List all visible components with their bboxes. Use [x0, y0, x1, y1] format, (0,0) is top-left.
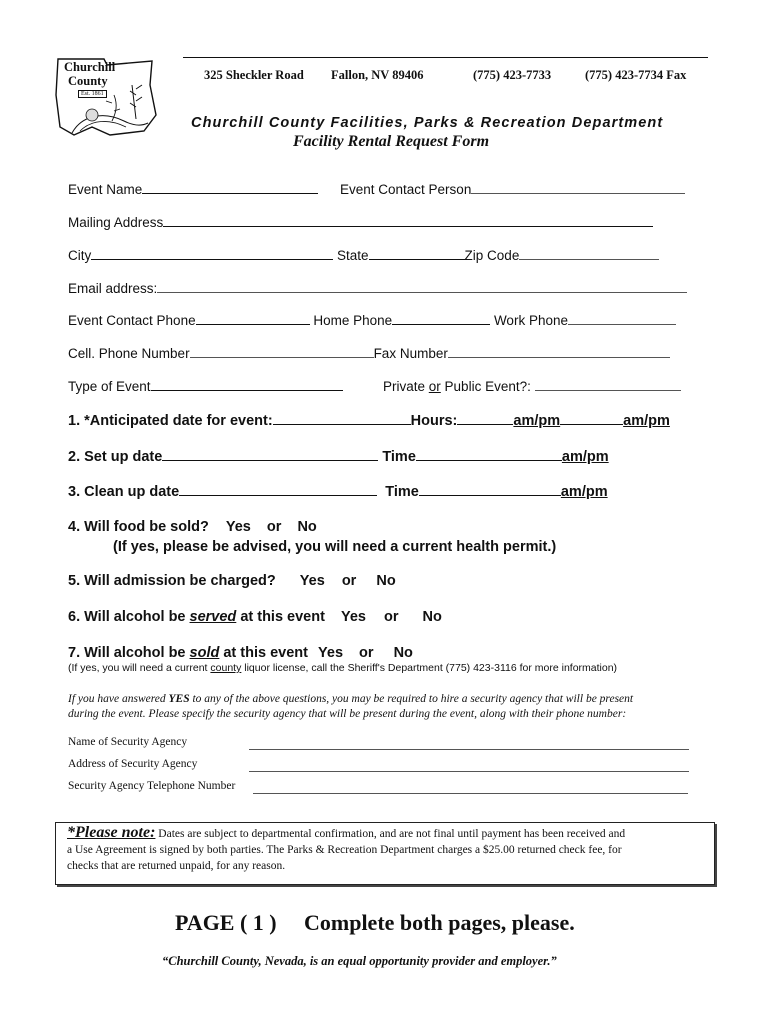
security-phone-label: Security Agency Telephone Number: [68, 780, 236, 792]
q7-label-pre: 7. Will alcohol be: [68, 645, 190, 661]
work-phone-label: Work Phone: [493, 313, 568, 328]
security-name-label: Name of Security Agency: [68, 736, 188, 748]
note-line3: checks that are returned unpaid, for any reason.: [67, 860, 286, 872]
q1-hours-label: Hours:: [410, 413, 458, 429]
q4-or: or: [266, 519, 282, 535]
note-label: *Please note:: [67, 824, 156, 841]
row-phones: [68, 313, 676, 328]
security-name-field[interactable]: [249, 748, 689, 750]
zip-code-field[interactable]: [519, 258, 659, 260]
security-intro-line2: during the event. Please specify the security agency that will be present during the event, along with their phone number:: [68, 708, 627, 720]
work-phone-field[interactable]: [568, 323, 676, 325]
security-intro: [68, 692, 633, 722]
q6-label-pre: 6. Will alcohol be: [68, 609, 190, 625]
q7-note-b: liquor license, call the Sheriff's Department (775) 423-3116 for more information): [241, 662, 618, 674]
event-contact-person-label: Event Contact Person: [340, 182, 472, 197]
question-6: [68, 609, 442, 625]
q2-ampm: am/pm: [561, 449, 609, 465]
zip-code-label: Zip Code: [464, 248, 520, 263]
security-intro-line1: If you have answered YES to any of the above questions, you may be required to hire a security agency that will be present: [68, 693, 634, 705]
header-city: Fallon, NV 89406: [331, 68, 424, 82]
fax-number-field[interactable]: [448, 356, 670, 358]
q5-yes[interactable]: Yes: [299, 573, 325, 589]
q7-note: [68, 662, 617, 674]
q7-no[interactable]: No: [393, 645, 413, 661]
mailing-address-field[interactable]: [163, 225, 653, 227]
q3-date-field[interactable]: [179, 494, 377, 496]
email-address-field[interactable]: [157, 291, 687, 293]
type-of-event-label: Type of Event: [68, 379, 151, 394]
question-2: [68, 449, 609, 465]
row-private-public: [383, 379, 681, 394]
question-5: [68, 573, 396, 589]
private-public-field[interactable]: [535, 389, 681, 391]
public-event-label: Public Event?:: [440, 379, 535, 394]
q1-ampm-start: am/pm: [513, 413, 561, 429]
security-address-field[interactable]: [249, 770, 689, 772]
q7-or: or: [359, 645, 374, 661]
row-event-name: [68, 182, 318, 197]
q2-date-field[interactable]: [162, 459, 378, 461]
cell-phone-field[interactable]: [190, 356, 374, 358]
cell-phone-label: Cell. Phone Number: [68, 346, 190, 361]
security-phone-field[interactable]: [253, 792, 688, 794]
question-1: [68, 413, 670, 429]
note-line1: *Please note: Dates are subject to departmental confirmation, and are not final until payment has been received and: [67, 824, 626, 841]
header-phone: (775) 423-7733: [473, 68, 552, 82]
q7-note-county: county: [210, 662, 242, 674]
event-contact-person-field[interactable]: [471, 192, 685, 194]
event-name-label: Event Name: [68, 182, 143, 197]
q5-no[interactable]: No: [376, 573, 396, 589]
q5-or: or: [341, 573, 357, 589]
question-7: [68, 645, 413, 661]
county-logo: [52, 55, 162, 137]
logo-text-churchill: Churchill: [64, 60, 116, 74]
q3-label: 3. Clean up date: [68, 484, 180, 500]
or-label: or: [428, 379, 441, 394]
q6-label-served: served: [189, 609, 237, 625]
state-label: State: [337, 248, 369, 263]
q3-ampm: am/pm: [560, 484, 608, 500]
header-fax: (775) 423-7734 Fax: [585, 68, 687, 82]
security-address-label: Address of Security Agency: [68, 758, 198, 770]
q3-time-field[interactable]: [419, 494, 561, 496]
question-3: [68, 484, 608, 500]
city-label: City: [68, 248, 92, 263]
form-title: Facility Rental Request Form: [293, 133, 490, 150]
q1-label: 1. *Anticipated date for event:: [68, 413, 273, 429]
header-rule: [183, 57, 708, 58]
state-field[interactable]: [369, 258, 465, 260]
home-phone-field[interactable]: [392, 323, 490, 325]
q6-yes[interactable]: Yes: [340, 609, 366, 625]
page-number: PAGE ( 1 ): [175, 910, 277, 935]
row-mailing-address: [68, 215, 653, 230]
home-phone-label: Home Phone: [313, 313, 393, 328]
fax-number-label: Fax Number: [373, 346, 448, 361]
q4-label: 4. Will food be sold?: [68, 519, 209, 535]
event-name-field[interactable]: [142, 192, 318, 194]
q7-label-sold: sold: [189, 645, 220, 661]
q1-ampm-end: am/pm: [623, 413, 670, 429]
q7-yes[interactable]: Yes: [318, 645, 344, 661]
equal-opportunity-statement: “Churchill County, Nevada, is an equal opportunity provider and employer.”: [162, 954, 557, 968]
row-event-contact: [340, 182, 685, 197]
mailing-address-label: Mailing Address: [68, 215, 164, 230]
q6-no[interactable]: No: [422, 609, 442, 625]
q7-label-post: at this event: [219, 645, 308, 661]
q1-hours-end-field[interactable]: [560, 423, 623, 425]
logo-text-county: County: [68, 74, 108, 88]
email-address-label: Email address:: [68, 281, 158, 296]
header-address: 325 Sheckler Road: [204, 68, 304, 82]
event-contact-phone-field[interactable]: [196, 323, 310, 325]
q5-label: 5. Will admission be charged?: [68, 573, 276, 589]
q1-date-field[interactable]: [273, 423, 411, 425]
logo-text-est: Est. 1861: [78, 90, 107, 98]
q4-no[interactable]: No: [297, 519, 317, 535]
event-contact-phone-label: Event Contact Phone: [68, 313, 196, 328]
department-title: Churchill County Facilities, Parks & Recreation Department: [191, 115, 664, 131]
city-field[interactable]: [91, 258, 333, 260]
q4-yes[interactable]: Yes: [225, 519, 251, 535]
q1-hours-start-field[interactable]: [457, 423, 513, 425]
q6-label-post: at this event: [236, 609, 325, 625]
complete-both-pages: Complete both pages, please.: [304, 910, 575, 935]
q4-note: (If yes, please be advised, you will need a current health permit.): [113, 539, 557, 555]
row-city-state-zip: [68, 248, 659, 263]
row-type-of-event: [68, 379, 343, 394]
private-label: Private: [383, 379, 429, 394]
q3-time-label: Time: [385, 484, 419, 500]
note-text: [67, 825, 625, 874]
q6-or: or: [384, 609, 399, 625]
row-cell-fax: [68, 346, 670, 361]
q2-time-label: Time: [382, 449, 416, 465]
q2-time-field[interactable]: [416, 459, 562, 461]
type-of-event-field[interactable]: [151, 389, 343, 391]
note-line2: a Use Agreement is signed by both parties. The Parks & Recreation Department charges a $25.00 returned check fee, for: [67, 844, 622, 856]
row-email: [68, 281, 687, 296]
q2-label: 2. Set up date: [68, 449, 163, 465]
q7-note-a: (If yes, you will need a current: [68, 662, 211, 674]
question-4: [68, 519, 317, 535]
